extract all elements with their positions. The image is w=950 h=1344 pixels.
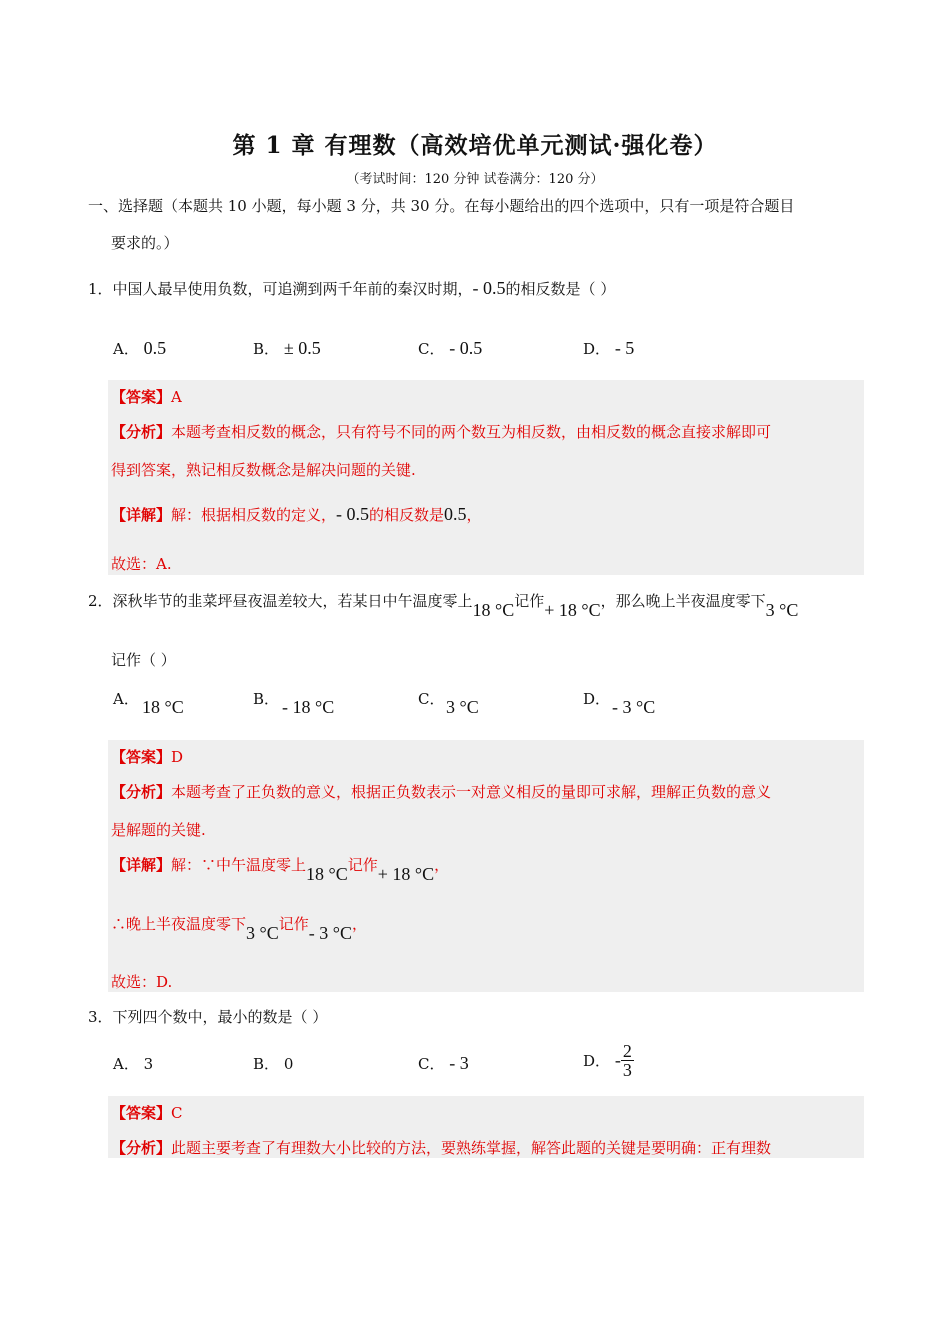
q2-option-d-value[interactable]: - 3 °C [612, 697, 656, 717]
q2-detail-cont: ∴晚上半夜温度零下3 °C记作- 3 °C， [111, 915, 367, 943]
question-2-stem: 2．深秋毕节的韭菜坪昼夜温差较大，若某日中午温度零上18 °C记作+ 18 °C，那么晚上半夜温度零下3 °C [88, 592, 799, 620]
section-heading: 一、选择题（本题共 10 小题，每小题 3 分，共 30 分。在每小题给出的四个选项中，只有一项是符合题目 [88, 197, 795, 215]
q1-option-c[interactable]: C． - 0.5 [418, 338, 483, 358]
question-2-stem-cont: 记作（ ） [111, 651, 176, 669]
q3-answer: 【答案】C [111, 1104, 183, 1122]
q2-detail: 【详解】解：∵中午温度零上18 °C记作+ 18 °C， [111, 856, 450, 884]
q1-answer: 【答案】A [111, 388, 182, 406]
q2-option-d[interactable]: D． [583, 690, 611, 708]
q2-option-b[interactable]: B． [253, 690, 280, 708]
stem-text: 的相反数是（ ） [505, 280, 616, 298]
question-3-stem: 3．下列四个数中，最小的数是（ ） [88, 1008, 328, 1026]
math-expr: - 0.5 [472, 278, 506, 298]
q2-answer: 【答案】D [111, 748, 184, 766]
q2-analysis-cont: 是解题的关键. [111, 821, 206, 839]
q2-analysis: 【分析】本题考查了正负数的意义，根据正负数表示一对意义相反的量即可求解，理解正负数的意义 [111, 783, 772, 801]
q3-analysis: 【分析】此题主要考查了有理数大小比较的方法，要熟练掌握，解答此题的关键是要明确：正有理数 [111, 1139, 772, 1157]
q3-option-b[interactable]: B． 0 [253, 1055, 294, 1073]
q2-option-c-value[interactable]: 3 °C [446, 697, 479, 717]
question-1-stem [88, 278, 615, 299]
q1-option-d[interactable]: D． - 5 [583, 338, 635, 358]
q1-analysis-cont: 得到答案，熟记相反数概念是解决问题的关键. [111, 461, 416, 479]
q1-conclusion: 故选：A. [111, 555, 172, 573]
fraction: $\frac{2}{3}$ [622, 1041, 632, 1080]
q3-option-c[interactable]: C． - 3 [418, 1053, 469, 1073]
page-title: 第 1 章 有理数（高效培优单元测试·强化卷） [232, 132, 718, 159]
q1-option-b[interactable]: B． ± 0.5 [253, 338, 321, 358]
q1-option-a[interactable]: A． 0.5 [113, 338, 167, 358]
q2-option-a[interactable]: A． [113, 690, 139, 708]
q2-option-a-value[interactable]: 18 °C [142, 697, 184, 717]
q2-option-c[interactable]: C． [418, 690, 445, 708]
q3-option-d[interactable]: D． - $\frac{2}{3}$ [583, 1041, 632, 1080]
exam-info: （考试时间：120 分钟 试卷满分：120 分） [346, 172, 604, 187]
q2-option-b-value[interactable]: - 18 °C [282, 697, 335, 717]
section-heading-cont: 要求的。） [111, 234, 179, 252]
q1-analysis: 【分析】本题考查相反数的概念，只有符号不同的两个数互为相反数，由相反数的概念直接求解即可 [111, 423, 772, 441]
q3-option-a[interactable]: A． 3 [113, 1055, 154, 1073]
stem-text: 1．中国人最早使用负数，可追溯到两千年前的秦汉时期， [88, 280, 473, 298]
q1-detail: 【详解】解：根据相反数的定义，- 0.5的相反数是0.5， [111, 504, 482, 524]
q2-conclusion: 故选：D. [111, 973, 173, 991]
